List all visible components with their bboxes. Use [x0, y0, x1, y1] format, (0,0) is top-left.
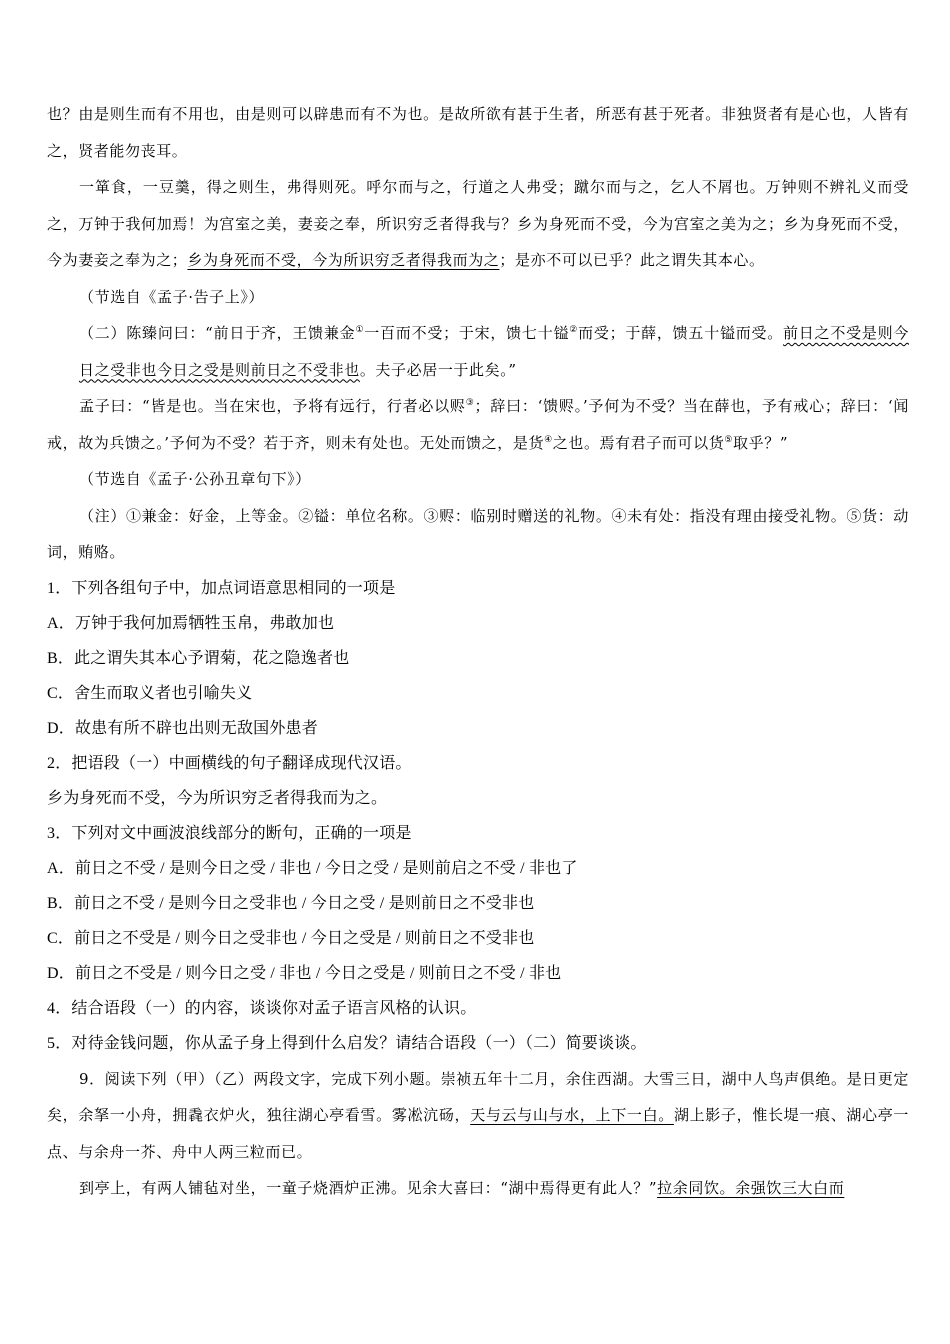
source-citation: （节选自《孟子·公孙丑章句下》） — [79, 470, 311, 488]
option-d: D．前日之不受是 / 则今日之受 / 非也 / 今日之受是 / 则前日之不受 / 非也 — [47, 964, 562, 982]
underlined-sentence: 天与云与山与水，上下一白。 — [470, 1106, 674, 1124]
translation-sentence: 乡为身死而不受，今为所识穷乏者得我而为之。 — [47, 789, 388, 807]
text: 9．阅读下列（甲）（乙）两段文字，完成下列小题。崇祯五年十二月，余住西湖。大雪三日，湖中人鸟声俱绝。是日更定矣，余拏一小舟，拥毳衣炉火，独往湖心亭看雪。雾凇沆砀， — [47, 1069, 909, 1124]
paragraph — [47, 388, 909, 461]
source-citation: （节选自《孟子·告子上》） — [79, 287, 265, 306]
passage-one — [47, 96, 909, 315]
footnote-marker: ② — [569, 325, 579, 335]
footnote-marker: ① — [355, 325, 365, 335]
document-page — [47, 96, 909, 1207]
paragraph — [47, 1061, 909, 1171]
text: 一百而不受；于宋，馈七十镒 — [364, 324, 570, 342]
question-2: 2．把语段（一）中画横线的句子翻译成现代汉语。 — [47, 754, 412, 772]
text: 到亭上，有两人铺毡对坐，一童子烧酒炉正沸。见余大喜曰：“湖中焉得更有此人？” — [79, 1179, 658, 1197]
option-b: B．此之谓失其本心予谓菊，花之隐逸者也 — [47, 649, 350, 667]
text: （二）陈臻问曰：“前日于齐，王馈兼金 — [79, 324, 356, 342]
option-c: C．舍生而取义者也引喻失义 — [47, 684, 253, 702]
option-c: C．前日之不受是 / 则今日之受非也 / 今日之受是 / 则前日之不受非也 — [47, 929, 535, 947]
paragraph — [47, 315, 909, 388]
paragraph — [47, 1170, 909, 1207]
wavy-underlined-sentence: 前日之不受是则今日之受非也今日之受是则前日之不受非也 — [79, 324, 909, 379]
passage-three — [47, 1061, 909, 1207]
footnote-marker: ⑤ — [724, 434, 734, 445]
text: 湖上影子，惟长堤一痕、湖心亭一点、与余舟一芥、舟中人两三粒而已。 — [47, 1106, 909, 1161]
text: 一箪食，一豆羹，得之则生，弗得则死。呼尔而与之，行道之人弗受；蹴尔而与之，乞人不屑也。万钟则不辨礼义而受之，万钟于我何加焉！为宫室之美，妻妾之奉，所识穷乏者得我与？乡为身死而不受，今为宫室之美为之；乡为身死而不受，今为妻妾之奉为之； — [47, 178, 909, 269]
annotation-notes: （注）①兼金：好金，上等金。②镒：单位名称。③赆：临别时赠送的礼物。④未有处：指没有理由接受礼物。⑤货：动词，贿赂。 — [47, 506, 909, 561]
question-5: 5．对待金钱问题，你从孟子身上得到什么启发？请结合语段（一）（二）简要谈谈。 — [47, 1034, 647, 1052]
text: 取乎？” — [733, 433, 789, 452]
text: 而受；于薛，馈五十镒而受。 — [578, 324, 784, 342]
footnote-marker: ③ — [465, 398, 475, 408]
paragraph: 也？由是则生而有不用也，由是则可以辟患而有不为也。是故所欲有甚于生者，所恶有甚于死者。非独贤者有是心也，人皆有之，贤者能勿丧耳。 — [47, 105, 909, 160]
text: ；辞曰：‘馈赆。’予何为不受？当在薛也，予有戒心；辞曰：‘闻戒，故为兵馈之。’予何为不受？若于齐，则未有处也。无处而馈之，是货 — [47, 397, 910, 452]
text: 孟子曰：“皆是也。当在宋也，予将有远行，行者必以赆 — [79, 397, 466, 415]
passage-two — [47, 315, 909, 571]
text: ；是亦不可以已乎？此之谓失其本心。 — [499, 251, 765, 269]
text: 。夫子必居一于此矣。” — [359, 360, 517, 379]
question-3: 3．下列对文中画波浪线部分的断句，正确的一项是 — [47, 824, 412, 842]
underlined-sentence: 拉余同饮。余强饮三大白而 — [657, 1179, 845, 1197]
option-a: A．万钟于我何加焉牺牲玉帛，弗敢加也 — [47, 614, 335, 632]
option-a: A．前日之不受 / 是则今日之受 / 非也 / 今日之受 / 是则前启之不受 / 非也了 — [47, 859, 578, 877]
option-d: D．故患有所不辟也出则无敌国外患者 — [47, 719, 318, 737]
question-1: 1．下列各组句子中，加点词语意思相同的一项是 — [47, 579, 396, 597]
paragraph — [47, 169, 909, 279]
questions-section — [47, 571, 909, 1061]
footnote-marker: ④ — [544, 434, 553, 445]
question-4: 4．结合语段（一）的内容，谈谈你对孟子语言风格的认识。 — [47, 999, 477, 1017]
text: 之也。焉有君子而可以货 — [552, 433, 725, 452]
option-b: B．前日之不受 / 是则今日之受非也 / 今日之受 / 是则前日之不受非也 — [47, 894, 535, 912]
underlined-sentence: 乡为身死而不受，今为所识穷乏者得我而为之 — [187, 251, 500, 269]
